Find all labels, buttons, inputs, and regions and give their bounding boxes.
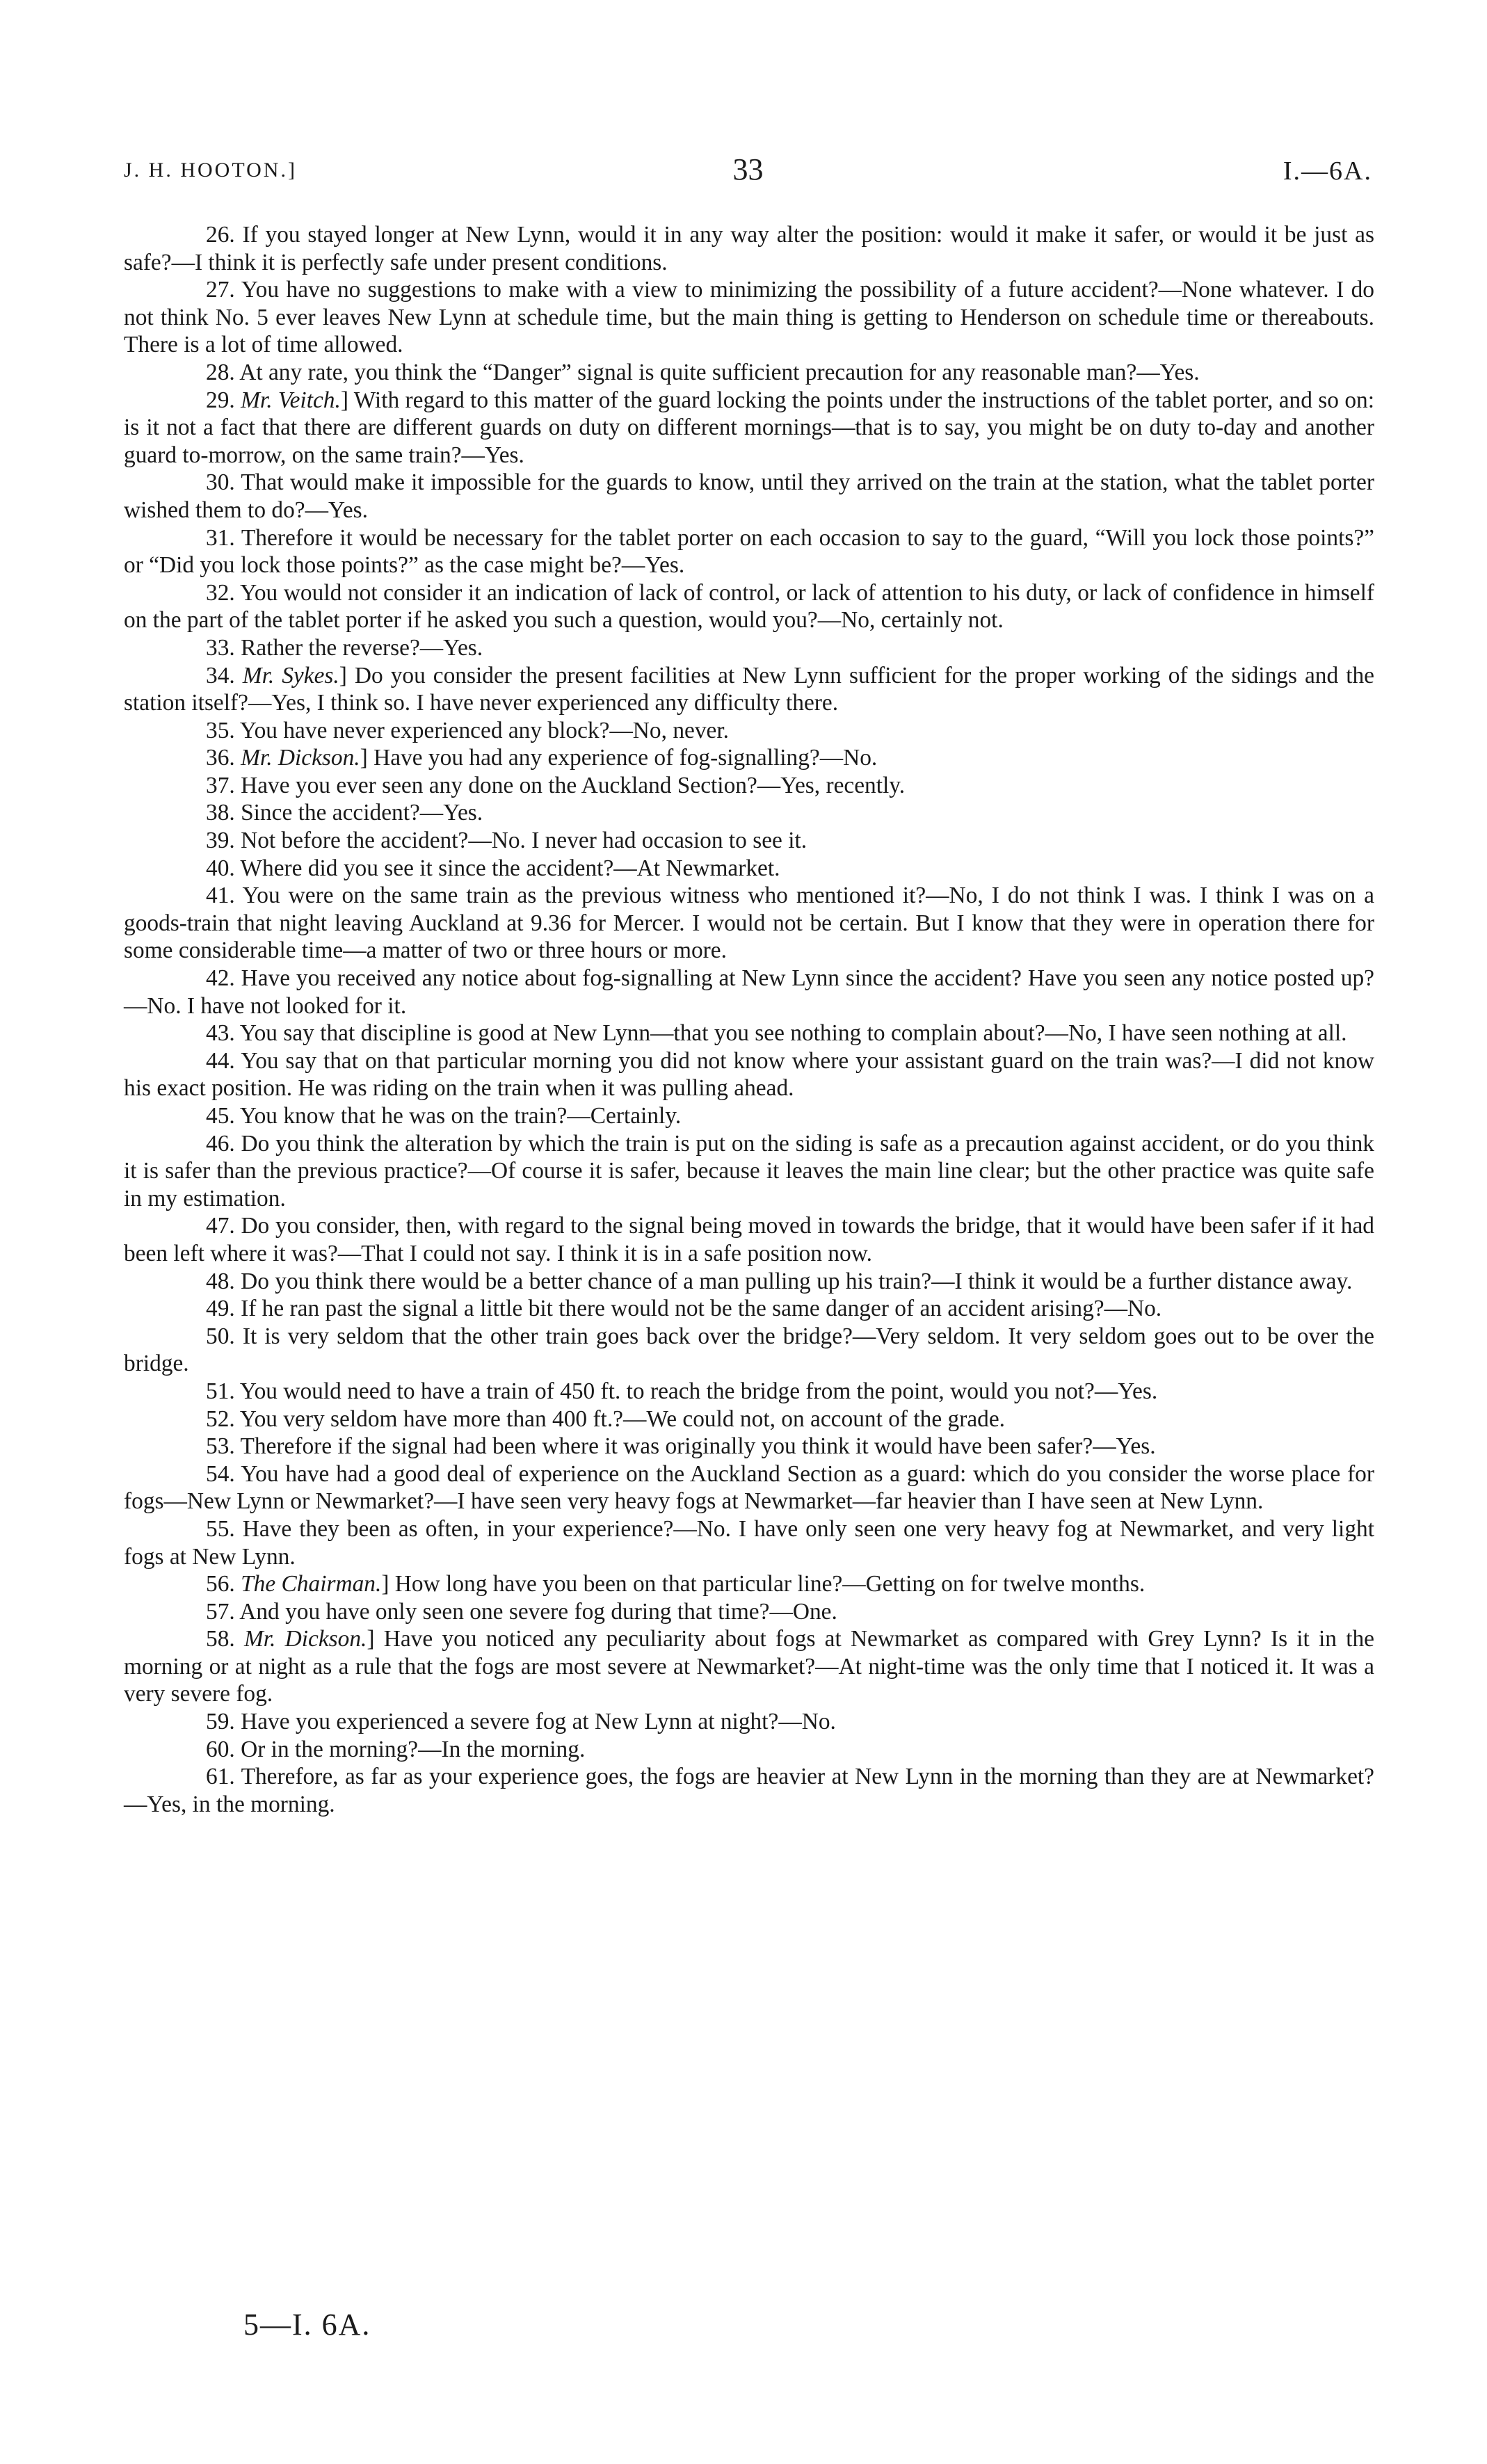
question-paragraph xyxy=(124,965,1374,1020)
paragraph-text: 61. Therefore, as far as your experience goes, the fogs are heavier at New Lynn in the morning than they are at Newmarket?—Yes, in the morning. xyxy=(124,1764,1374,1817)
question-paragraph xyxy=(124,359,1374,387)
paragraph-text: 46. Do you think the alteration by which the train is put on the siding is safe as a precaution against accident, or do you think it is safer than the previous practice?—Of course it is safer, because it leaves the main line clear; but the other practice was quite safe in my estimation. xyxy=(124,1130,1374,1211)
paragraph-text-continued: ] Have you had any experience of fog-signalling?—No. xyxy=(360,745,878,771)
question-paragraph xyxy=(124,524,1374,579)
testimony-body xyxy=(124,221,1374,1818)
question-paragraph xyxy=(124,221,1374,276)
paragraph-text: 60. Or in the morning?—In the morning. xyxy=(206,1736,586,1762)
paper-reference: I.—6A. xyxy=(1283,156,1372,186)
speaker-name: Mr. Dickson. xyxy=(243,1626,367,1652)
page-header xyxy=(124,152,1372,193)
paragraph-text-continued: ] With regard to this matter of the guard locking the points under the instructions of the tablet porter, and so on: is it not a fact that there are different guards on duty on different mornings—that is to say, you might be on duty to-day and another guard to-morrow, on the same train?—Yes. xyxy=(124,387,1375,468)
paragraph-text: 49. If he ran past the signal a little bit there would not be the same danger of an accident arising?—No. xyxy=(206,1296,1162,1322)
paragraph-text: 34. xyxy=(206,662,243,689)
question-paragraph xyxy=(124,827,1374,855)
paragraph-text: 57. And you have only seen one severe fog during that time?—One. xyxy=(206,1598,837,1625)
speaker-name: Mr. Dickson. xyxy=(241,745,360,771)
question-paragraph xyxy=(124,1570,1374,1598)
paragraph-text: 48. Do you think there would be a better chance of a man pulling up his train?—I think it would be a further distance away. xyxy=(206,1268,1353,1294)
paragraph-text: 29. xyxy=(206,387,241,413)
paragraph-text: 53. Therefore if the signal had been where it was originally you think it would have been safer?—Yes. xyxy=(206,1433,1156,1460)
paragraph-text: 38. Since the accident?—Yes. xyxy=(206,800,483,826)
paragraph-text: 37. Have you ever seen any done on the Auckland Section?—Yes, recently. xyxy=(206,772,906,798)
question-paragraph xyxy=(124,799,1374,827)
paragraph-text: 28. At any rate, you think the “Danger” signal is quite sufficient precaution for any reasonable man?—Yes. xyxy=(206,359,1200,385)
paragraph-text: 33. Rather the reverse?—Yes. xyxy=(206,634,483,661)
question-paragraph xyxy=(124,1323,1374,1378)
question-paragraph xyxy=(124,1763,1374,1818)
paragraph-text: 45. You know that he was on the train?—Certainly. xyxy=(206,1103,682,1129)
paragraph-text: 32. You would not consider it an indication of lack of control, or lack of attention to his duty, or lack of confidence in himself on the part of the tablet porter if he asked you such a question, would you?—No, certainly not. xyxy=(124,579,1374,634)
paragraph-text: 50. It is very seldom that the other train goes back over the bridge?—Very seldom. It very seldom goes out to be over the bridge. xyxy=(124,1323,1374,1377)
question-paragraph xyxy=(124,882,1374,965)
paragraph-text: 52. You very seldom have more than 400 ft.?—We could not, on account of the grade. xyxy=(206,1406,1006,1432)
witness-name-header: J. H. HOOTON.] xyxy=(124,159,297,182)
question-paragraph xyxy=(124,1295,1374,1323)
paragraph-text: 39. Not before the accident?—No. I never had occasion to see it. xyxy=(206,828,807,854)
paragraph-text: 42. Have you received any notice about fog-signalling at New Lynn since the accident? Have you seen any notice posted up?—No. I have not looked for it. xyxy=(124,965,1374,1019)
paragraph-text: 35. You have never experienced any block?—No, never. xyxy=(206,717,729,743)
speaker-name: Mr. Sykes. xyxy=(242,662,339,689)
paragraph-text: 44. You say that on that particular morning you did not know where your assistant guard on the train was?—I did not know his exact position. He was riding on the train when it was pulling ahead. xyxy=(124,1047,1374,1102)
question-paragraph xyxy=(124,1212,1374,1267)
paragraph-text: 43. You say that discipline is good at New Lynn—that you see nothing to complain about?—No, I have seen nothing at all. xyxy=(206,1020,1347,1047)
paragraph-text: 58. xyxy=(206,1626,244,1652)
question-paragraph xyxy=(124,1020,1374,1047)
question-paragraph xyxy=(124,1460,1374,1515)
question-paragraph xyxy=(124,1515,1374,1570)
paragraph-text: 59. Have you experienced a severe fog at New Lynn at night?—No. xyxy=(206,1709,836,1735)
sheet-signature: 5—I. 6A. xyxy=(243,2308,371,2342)
question-paragraph xyxy=(124,634,1374,662)
question-paragraph xyxy=(124,1406,1374,1433)
question-paragraph xyxy=(124,1047,1374,1102)
paragraph-text: 56. xyxy=(206,1571,241,1597)
question-paragraph xyxy=(124,1433,1374,1460)
paragraph-text: 40. Where did you see it since the accident?—At Newmarket. xyxy=(206,855,780,881)
paragraph-text: 36. xyxy=(206,745,241,771)
question-paragraph xyxy=(124,276,1374,359)
question-paragraph xyxy=(124,855,1374,883)
paragraph-text: 54. You have had a good deal of experience on the Auckland Section as a guard: which do you consider the worse place for fogs—New Lynn or Newmarket?—I have seen very heavy fogs at Newmarket—far heavier than I have seen at New Lynn. xyxy=(124,1460,1374,1515)
paragraph-text: 55. Have they been as often, in your experience?—No. I have only seen one very heavy fog at Newmarket, and very light fogs at New Lynn. xyxy=(124,1515,1374,1570)
question-paragraph xyxy=(124,579,1374,634)
speaker-name: The Chairman. xyxy=(241,1571,382,1597)
paragraph-text: 26. If you stayed longer at New Lynn, would it in any way alter the position: would it make it safer, or would it be just as safe?—I think it is perfectly safe under present conditions. xyxy=(124,222,1374,275)
question-paragraph xyxy=(124,387,1374,469)
page-number: 33 xyxy=(732,152,764,186)
paragraph-text: 47. Do you consider, then, with regard to the signal being moved in towards the bridge, that it would have been safer if it had been left where it was?—That I could not say. I think it is in a safe position now. xyxy=(124,1213,1374,1266)
question-paragraph xyxy=(124,1598,1374,1626)
paragraph-text-continued: ] Do you consider the present facilities at New Lynn sufficient for the proper working of the sidings and the station itself?—Yes, I think so. I have never experienced any difficulty there. xyxy=(124,662,1374,716)
question-paragraph xyxy=(124,1708,1374,1736)
question-paragraph xyxy=(124,1736,1374,1764)
question-paragraph xyxy=(124,772,1374,800)
question-paragraph xyxy=(124,1102,1374,1130)
question-paragraph xyxy=(124,469,1374,524)
question-paragraph xyxy=(124,717,1374,745)
speaker-name: Mr. Veitch. xyxy=(241,387,341,413)
paragraph-text-continued: ] Have you noticed any peculiarity about fogs at Newmarket as compared with Grey Lynn? Is it in the morning or at night as a rule that the fogs are most severe at Newmarket?—At night-time was the only time that I noticed it. It was a very severe fog. xyxy=(124,1626,1374,1707)
paragraph-text: 41. You were on the same train as the previous witness who mentioned it?—No, I do not think I was. I think I was on a goods-train that night leaving Auckland at 9.36 for Mercer. I would not be certain. But I know that they were in operation there for some considerable time—a matter of two or three hours or more. xyxy=(124,883,1374,964)
question-paragraph xyxy=(124,662,1374,717)
paragraph-text-continued: ] How long have you been on that particular line?—Getting on for twelve months. xyxy=(381,1571,1146,1597)
paragraph-text: 31. Therefore it would be necessary for the tablet porter on each occasion to say to the guard, “Will you lock those points?” or “Did you lock those points?” as the case might be?—Yes. xyxy=(124,524,1374,579)
question-paragraph xyxy=(124,1130,1374,1213)
question-paragraph xyxy=(124,744,1374,772)
question-paragraph xyxy=(124,1378,1374,1406)
question-paragraph xyxy=(124,1625,1374,1708)
paragraph-text: 51. You would need to have a train of 450 ft. to reach the bridge from the point, would you not?—Yes. xyxy=(206,1378,1158,1404)
paragraph-text: 27. You have no suggestions to make with a view to minimizing the possibility of a future accident?—None whatever. I do not think No. 5 ever leaves New Lynn at schedule time, but the main thing is getting to Henderson on schedule time or thereabouts. There is a lot of time allowed. xyxy=(124,277,1374,358)
paragraph-text: 30. That would make it impossible for the guards to know, until they arrived on the train at the station, what the tablet porter wished them to do?—Yes. xyxy=(124,469,1374,523)
question-paragraph xyxy=(124,1268,1374,1296)
